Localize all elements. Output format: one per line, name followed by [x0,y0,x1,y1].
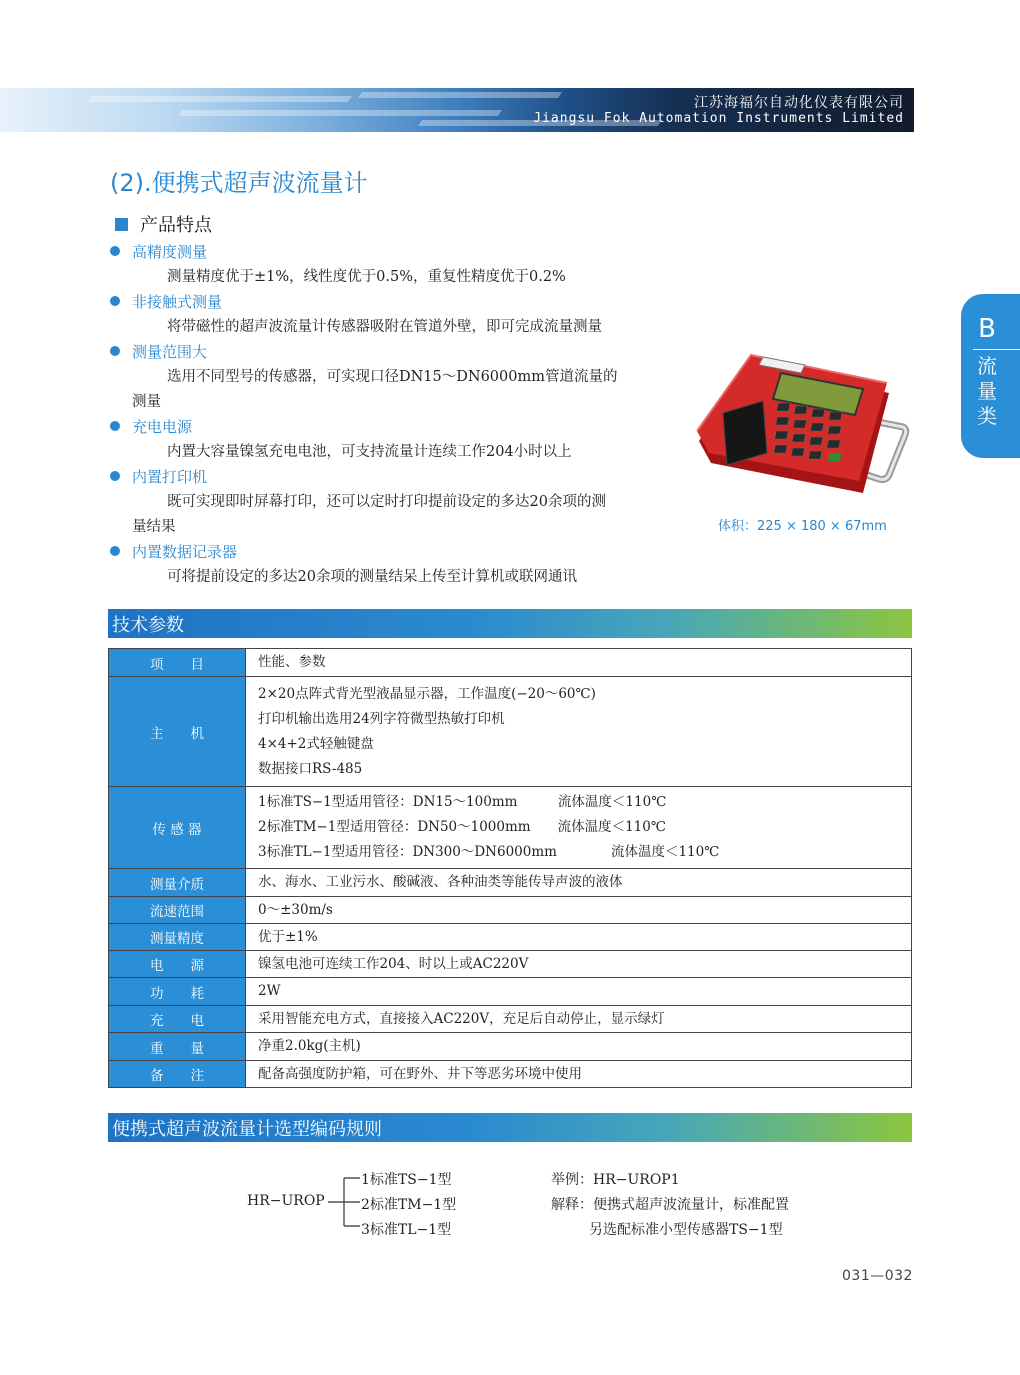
feature-desc: 内置大容量镍氢充电电池，可支持流量计连续工作204小时以上 [167,444,572,460]
row-label: 备 注 [109,1061,246,1088]
row-label: 充 电 [109,1006,246,1033]
header-banner [0,88,914,132]
table-row [109,649,912,677]
feature-desc: 将带磁性的超声波流量计传感器吸附在管道外壁，即可完成流量测量 [167,319,602,335]
feature-desc: 选用不同型号的传感器，可实现口径DN15～DN6000mm管道流量的 [167,369,618,385]
row-label: 项 目 [109,649,246,677]
table-row [109,1061,912,1088]
feature-desc: 既可实现即时屏幕打印，还可以定时打印提前设定的多达20余项的测 [167,494,606,510]
code-option: 2标准TM−1型 [361,1197,457,1213]
row-value: 优于±1% [246,924,912,951]
row-label: 流速范围 [109,897,246,924]
table-row [109,1006,912,1033]
flowmeter-device-image [693,343,911,513]
row-label: 主 机 [109,677,246,787]
row-label: 测量精度 [109,924,246,951]
section-header-coding: 便携式超声波流量计选型编码规则 [108,1113,912,1142]
table-row [109,951,912,978]
table-row [109,1033,912,1061]
code-option: 3标准TL−1型 [361,1222,452,1238]
table-row [109,869,912,897]
square-bullet-icon [115,218,128,231]
feature-item: 非接触式测量 [110,291,222,312]
category-side-tab [961,294,1020,458]
code-tree-lines [326,1170,366,1234]
feature-desc-cont: 量结果 [132,519,176,535]
page-number: 031—032 [842,1268,913,1284]
table-row [109,897,912,924]
row-value: 性能、参数 [246,649,912,677]
row-value: 净重2.0kg(主机) [246,1033,912,1061]
row-value: 2×20点阵式背光型液晶显示器，工作温度(−20～60℃) 打印机输出选用24列字符微型热敏打印机 4×4+2式轻触键盘 数据接口RS-485 [246,677,912,787]
feature-item: 高精度测量 [110,241,207,262]
bullet-icon [110,346,120,356]
feature-item: 测量范围大 [110,341,207,362]
company-name-cn: 江苏海福尔自动化仪表有限公司 [694,95,904,111]
row-value: 采用智能充电方式，直接接入AC220V，充足后自动停止，显示绿灯 [246,1006,912,1033]
model-code-root: HR−UROP [247,1193,325,1209]
row-label: 重 量 [109,1033,246,1061]
row-label: 传 感 器 [109,787,246,869]
row-value: 镍氢电池可连续工作204、时以上或AC220V [246,951,912,978]
feature-item: 充电电源 [110,416,192,437]
table-row [109,787,912,869]
feature-item: 内置数据记录器 [110,541,237,562]
row-value: 0～±30m/s [246,897,912,924]
feature-desc-cont: 测量 [132,394,161,410]
company-name-en: Jiangsu Fok Automation Instruments Limited [533,111,904,126]
feature-item: 内置打印机 [110,466,207,487]
row-value: 水、海水、工业污水、酸碱液、各种油类等能传导声波的液体 [246,869,912,897]
tab-divider [973,349,1020,350]
bullet-icon [110,546,120,556]
category-label: 流 量 类 [977,354,997,428]
table-row [109,677,912,787]
bullet-icon [110,246,120,256]
bullet-icon [110,471,120,481]
row-value: 2W [246,978,912,1006]
code-example: 举例：HR−UROP1 [551,1172,680,1188]
section-header-spec: 技术参数 [108,609,912,638]
bullet-icon [110,296,120,306]
page-title: (2).便携式超声波流量计 [110,169,368,197]
feature-desc: 可将提前设定的多达20余项的测量结呆上传至计算机或联网通讯 [167,569,577,585]
code-explanation-cont: 另选配标准小型传感器TS−1型 [589,1222,783,1238]
row-label: 测量介质 [109,869,246,897]
device-volume-caption: 体积：225 × 180 × 67mm [718,519,887,534]
row-value: 配备高强度防护箱，可在野外、井下等恶劣环境中使用 [246,1061,912,1088]
row-label: 功 耗 [109,978,246,1006]
features-heading: 产品特点 [115,211,212,237]
table-row [109,978,912,1006]
spec-table [108,648,912,1088]
feature-desc: 测量精度优于±1%，线性度优于0.5%，重复性精度优于0.2% [167,269,566,285]
category-letter: B [978,314,996,344]
code-explanation: 解释：便携式超声波流量计，标准配置 [551,1197,789,1213]
table-row [109,924,912,951]
row-value: 1标准TS−1型适用管径：DN15～100mm 流体温度＜110℃ 2标准TM−1型适用管径：DN50～1000mm 流体温度＜110℃ 3标准TL−1型适用管径：DN300～DN6000mm 流体温度＜110℃ [246,787,912,869]
code-option: 1标准TS−1型 [361,1172,452,1188]
bullet-icon [110,421,120,431]
row-label: 电 源 [109,951,246,978]
